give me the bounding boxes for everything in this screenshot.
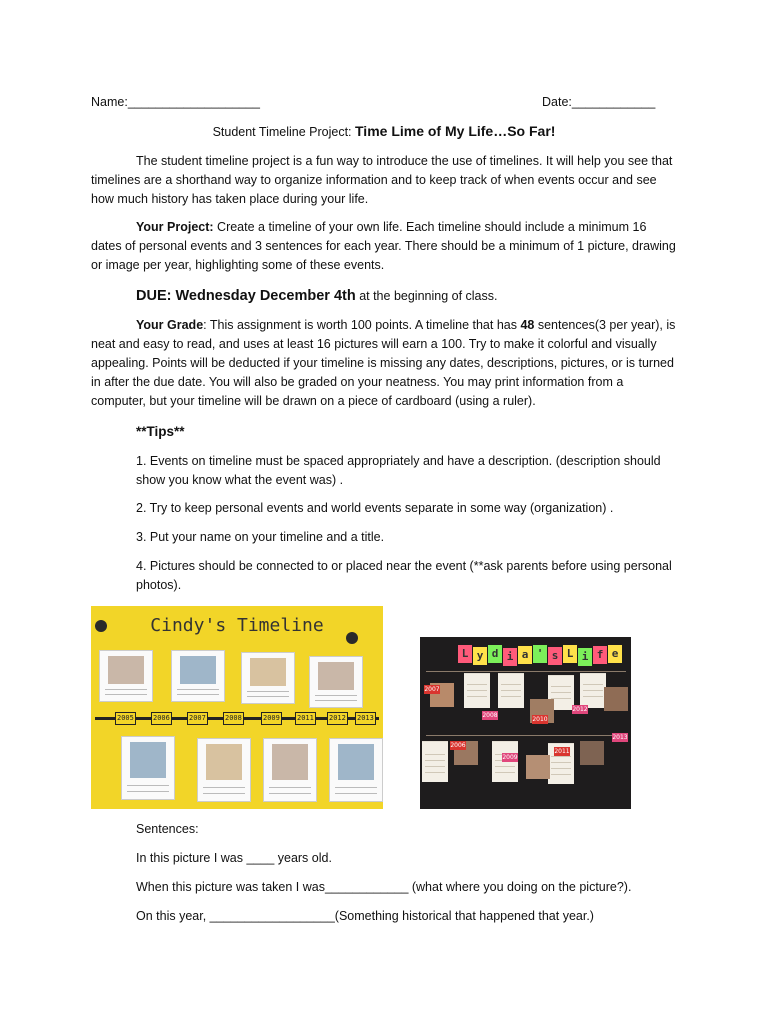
project-paragraph — [91, 218, 679, 275]
year-label: 2012 — [327, 712, 348, 725]
year-label: 2009 — [261, 712, 282, 725]
document-title — [0, 122, 768, 142]
tips-heading: **Tips** — [136, 424, 185, 439]
note-paper — [580, 673, 606, 708]
grade-paragraph — [91, 316, 679, 411]
title-letter-tag: e — [608, 645, 622, 663]
photo-card — [171, 650, 225, 702]
photo-card — [197, 738, 251, 802]
year-label: 2011 — [295, 712, 316, 725]
string-line — [426, 671, 626, 672]
project-label: Your Project: — [136, 220, 214, 234]
title-letter-tag: d — [488, 645, 502, 663]
photo-card — [263, 738, 317, 802]
photo-card — [309, 656, 363, 708]
year-label: 2007 — [187, 712, 208, 725]
title-letter-tag: L — [458, 645, 472, 663]
year-tag: 2011 — [554, 748, 570, 755]
due-text: at the beginning of class. — [355, 289, 498, 303]
project-text: Create a timeline of your own life. Each timeline should include a minimum 16 dates of personal events and 3 sentences for each year. There should be a minimum of 1 picture, drawing or image per year, highlighting some of these events. — [91, 220, 676, 272]
name-field-label: Name:___________________ — [91, 95, 260, 109]
title-letter-tag: a — [518, 646, 532, 664]
photo-card — [241, 652, 295, 704]
title-letter-tag: ' — [533, 645, 547, 663]
sentence-prompt-1: In this picture I was ____ years old. — [136, 851, 332, 865]
title-letter-tag: y — [473, 647, 487, 665]
sentence-prompt-3: On this year, __________________(Something historical that happened that year.) — [136, 909, 594, 923]
year-label: 2006 — [151, 712, 172, 725]
tip-item-2: 2. Try to keep personal events and world events separate in some way (organization) . — [136, 501, 614, 515]
cindys-timeline-photo — [91, 606, 383, 809]
sentence-prompt-2: When this picture was taken I was____________ (what where you doing on the picture?). — [136, 880, 632, 894]
photo-tile — [604, 687, 628, 711]
photo-card — [99, 650, 153, 702]
tip-item-1: 1. Events on timeline must be spaced appropriately and have a description. (description should show you know what the event was) . — [136, 454, 661, 487]
year-tag: 2008 — [482, 712, 498, 719]
tip-item-3: 3. Put your name on your timeline and a title. — [136, 530, 385, 544]
tip-item-4: 4. Pictures should be connected to or placed near the event (**ask parents before using personal photos). — [136, 559, 672, 592]
year-tag: 2009 — [502, 754, 518, 761]
year-tag: 2013 — [612, 734, 628, 741]
intro-paragraph: The student timeline project is a fun way to introduce the use of timelines. It will help you see that timelines are a shorthand way to organize information and to keep track of when events occur and see how much history has taken place during your life. — [91, 154, 673, 206]
year-tag: 2007 — [424, 686, 440, 693]
note-paper — [422, 741, 448, 782]
year-tag: 2010 — [532, 716, 548, 723]
grade-text-2: sentences(3 per year), is neat and easy to read, and uses at least 16 pictures will earn a 100. Try to make it colorful and visually appealing. Points will be deducted if your timeline is missing any dates, descriptions, pictures, or is turned in after the due date. You will also be graded on your neatness. You may print information from a computer, but your timeline will be drawn on a piece of cardboard (using a ruler). — [91, 318, 676, 408]
photo-card — [329, 738, 383, 802]
note-paper — [498, 673, 524, 708]
due-label: DUE: Wednesday December 4th — [136, 288, 356, 304]
photo-title: Cindy's Timeline — [150, 615, 324, 636]
grade-text-1: : This assignment is worth 100 points. A timeline that has — [203, 318, 521, 332]
year-tag: 2012 — [572, 706, 588, 713]
title-letter-tag: L — [563, 645, 577, 663]
note-paper — [464, 673, 490, 708]
year-label: 2005 — [115, 712, 136, 725]
title-letter-tag: s — [548, 647, 562, 665]
year-tag: 2006 — [450, 742, 466, 749]
photo-tile — [580, 741, 604, 765]
title-letter-tag: f — [593, 646, 607, 664]
year-label: 2008 — [223, 712, 244, 725]
photo-tile — [526, 755, 550, 779]
year-label: 2013 — [355, 712, 376, 725]
sentence-count: 48 — [520, 318, 535, 332]
title-main: Time Lime of My Life…So Far! — [355, 123, 556, 139]
lydias-life-photo — [420, 637, 631, 809]
due-line — [136, 287, 497, 306]
title-letter-tag: i — [503, 648, 517, 666]
photo-card — [121, 736, 175, 800]
date-field-label: Date:____________ — [542, 95, 656, 109]
string-line — [426, 735, 626, 736]
grade-label: Your Grade — [136, 318, 204, 332]
title-prefix: Student Timeline Project: — [212, 125, 355, 139]
sentences-heading: Sentences: — [136, 822, 199, 836]
title-letter-tag: i — [578, 648, 592, 666]
